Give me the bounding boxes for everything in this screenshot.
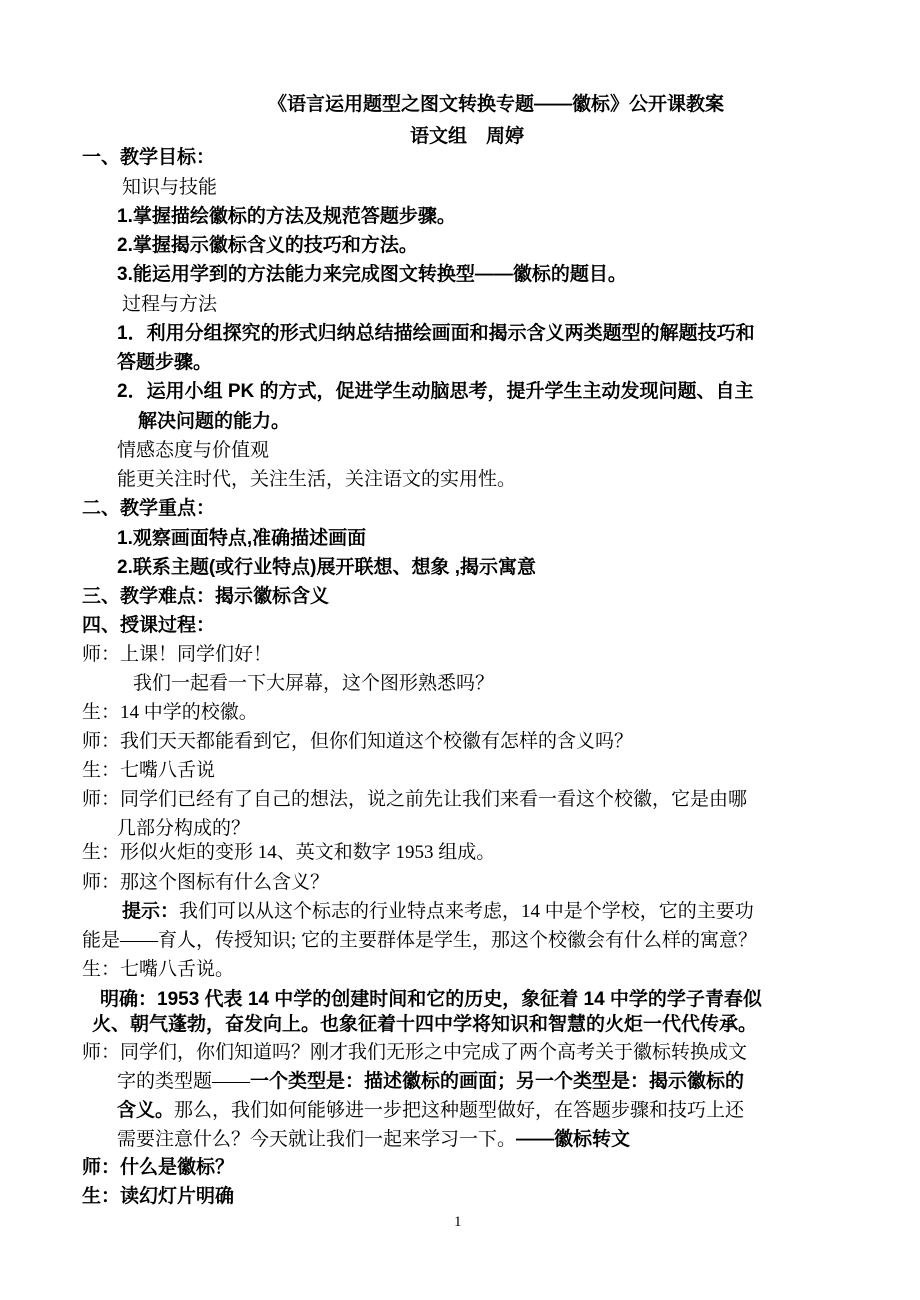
text-segment: 师：我们天天都能看到它，但你们知道这个校徽有怎样的含义吗？ <box>82 731 634 752</box>
text-line <box>82 926 757 956</box>
text-segment: 一个类型是：描述徽标的画面；另一个类型是：揭示徽标的 <box>250 1071 745 1092</box>
text-line <box>82 1153 234 1183</box>
text-segment: 四、授课过程： <box>82 615 216 636</box>
text-segment: 明确：1953 代表 14 中学的创建时间和它的历史，象征着 14 中学的学子青春似 <box>100 989 762 1010</box>
text-line <box>133 669 494 699</box>
text-line <box>122 173 217 203</box>
text-line <box>117 377 754 407</box>
text-segment: 需要注意什么？今天就让我们一起来学习一下。 <box>117 1129 517 1150</box>
text-segment: 我们一起看一下大屏幕，这个图形熟悉吗？ <box>133 673 495 694</box>
text-segment: 能更关注时代，关注生活，关注语文的实用性。 <box>117 469 517 490</box>
text-line <box>117 436 269 466</box>
text-segment: 2.掌握揭示徽标含义的技巧和方法。 <box>117 235 418 256</box>
text-line <box>82 494 215 524</box>
text-line <box>117 465 516 495</box>
text-line <box>117 1125 630 1155</box>
text-segment: 几部分构成的？ <box>117 818 251 839</box>
text-line <box>138 407 290 437</box>
text-segment: 师：同学们，你们知道吗？刚才我们无形之中完成了两个高考关于徽标转换成文 <box>82 1042 748 1063</box>
text-line <box>117 1067 744 1097</box>
text-segment: 2．运用小组 PK 的方式，促进学生动脑思考，提升学生主动发现问题、自主 <box>117 381 754 402</box>
text-segment: 师：那这个图标有什么含义？ <box>82 872 330 893</box>
text-segment: 情感态度与价值观 <box>117 440 270 461</box>
text-line <box>122 897 754 927</box>
text-line <box>92 1010 757 1040</box>
text-segment: 提示： <box>122 901 180 922</box>
text-line <box>82 582 329 612</box>
text-segment: 生：形似火炬的变形 14、英文和数字 1953 组成。 <box>82 842 496 863</box>
text-segment: 火、朝气蓬勃，奋发向上。也象征着十四中学将知识和智慧的火炬一代代传承。 <box>92 1014 758 1035</box>
text-line <box>82 1182 234 1212</box>
text-line <box>82 143 215 173</box>
text-segment: 生：14 中学的校徽。 <box>82 702 258 723</box>
text-segment: 知识与技能 <box>122 177 218 198</box>
text-segment: 师：什么是徽标？ <box>82 1157 235 1178</box>
text-line <box>117 319 755 349</box>
text-segment: 生：七嘴八舌说。 <box>82 959 235 980</box>
page-number: 1 <box>454 1214 462 1230</box>
author-line: 语文组 周婷 <box>410 126 525 147</box>
text-segment: 二、教学重点： <box>82 498 216 519</box>
text-line <box>82 611 215 641</box>
text-segment: 1．利用分组探究的形式归纳总结描绘画面和揭示含义两类题型的解题技巧和 <box>117 323 755 344</box>
text-segment: 1.观察画面特点,准确描述画面 <box>117 528 367 549</box>
text-segment: 含义。 <box>117 1100 175 1121</box>
text-line <box>117 1096 744 1126</box>
text-line <box>82 868 329 898</box>
text-line <box>82 785 747 815</box>
text-line <box>82 727 633 757</box>
text-segment: 三、教学难点：揭示徽标含义 <box>82 586 330 607</box>
document-title: 《语言运用题型之图文转换专题——徽标》公开课教案 <box>268 94 725 115</box>
text-segment: 我们可以从这个标志的行业特点来考虑，14 中是个学校，它的主要功 <box>179 901 754 922</box>
text-line <box>82 698 258 728</box>
text-line <box>82 756 215 786</box>
text-line <box>82 955 234 985</box>
text-segment: 3.能运用学到的方法能力来完成图文转换型——徽标的题目。 <box>117 264 627 285</box>
text-line <box>82 640 272 670</box>
text-segment: 答题步骤。 <box>117 352 213 373</box>
text-segment: 师：上课！同学们好！ <box>82 644 273 665</box>
text-segment: 一、教学目标： <box>82 147 216 168</box>
text-line <box>122 290 217 320</box>
text-line <box>117 348 212 378</box>
text-line <box>82 838 495 868</box>
text-segment: 2.联系主题(或行业特点)展开联想、想象 ,揭示寓意 <box>117 557 537 578</box>
text-line <box>117 553 536 583</box>
text-segment: 师：同学们已经有了自己的想法，说之前先让我们来看一看这个校徽，它是由哪 <box>82 789 748 810</box>
text-segment: ——徽标转文 <box>516 1129 631 1150</box>
text-segment: 解决问题的能力。 <box>138 411 291 432</box>
text-line <box>117 231 418 261</box>
text-line <box>117 524 366 554</box>
text-segment: 过程与方法 <box>122 294 218 315</box>
text-segment: 生：七嘴八舌说 <box>82 760 216 781</box>
text-line <box>117 260 627 290</box>
text-segment: 能是——育人，传授知识; 它的主要群体是学生，那这个校徽会有什么样的寓意？ <box>82 930 758 951</box>
text-line <box>117 202 456 232</box>
text-segment: 1.掌握描绘徽标的方法及规范答题步骤。 <box>117 206 456 227</box>
text-segment: 那么，我们如何能够进一步把这种题型做好，在答题步骤和技巧上还 <box>174 1100 745 1121</box>
text-segment: 字的类型题—— <box>117 1071 251 1092</box>
text-line <box>82 1038 747 1068</box>
text-segment: 生：读幻灯片明确 <box>82 1186 235 1207</box>
